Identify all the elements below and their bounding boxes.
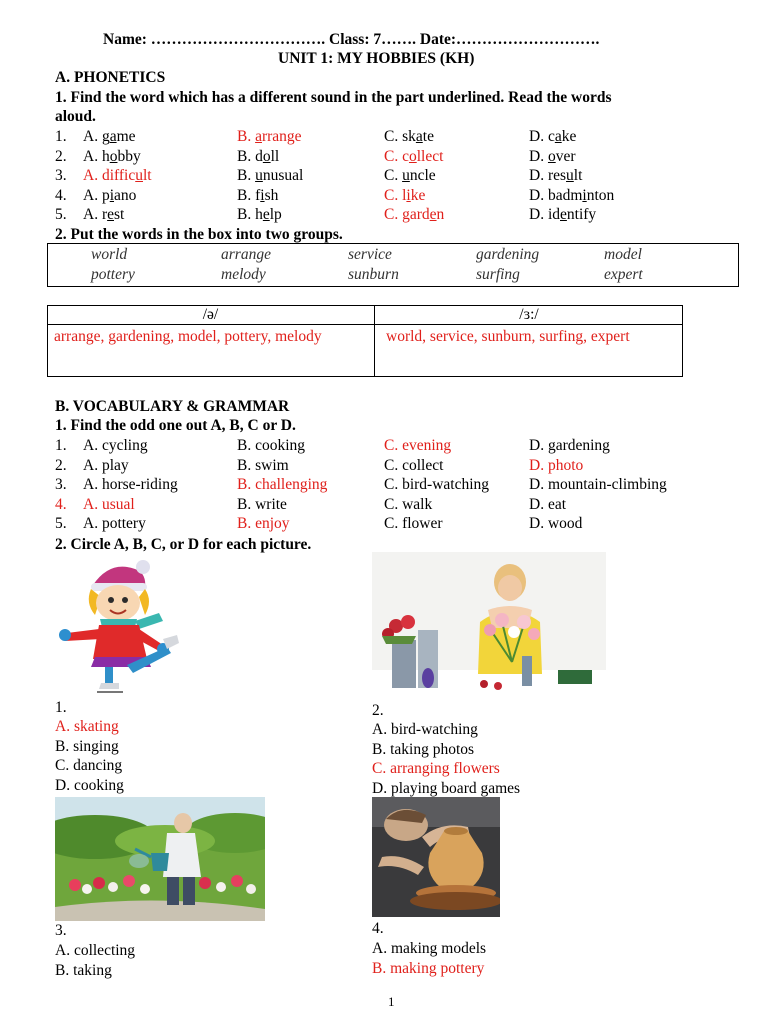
option-text-post: sh bbox=[264, 186, 279, 204]
box-word: expert bbox=[604, 266, 643, 283]
odd-option-d: D. photo bbox=[529, 456, 584, 474]
odd-option-c: C. flower bbox=[384, 515, 443, 532]
option-text-post: ll bbox=[270, 147, 280, 165]
option-text-pre: D. c bbox=[529, 128, 555, 145]
phonetics-option-d bbox=[529, 205, 596, 224]
option-text-pre: A. g bbox=[83, 128, 110, 145]
underlined-sound: e bbox=[560, 206, 567, 223]
picture-option: B. making pottery bbox=[372, 959, 485, 977]
unit-title: UNIT 1: MY HOBBIES (KH) bbox=[278, 50, 475, 67]
option-text-post: rrange bbox=[261, 128, 302, 145]
odd-option-d: D. eat bbox=[529, 495, 567, 513]
section-a-title: A. PHONETICS bbox=[55, 69, 166, 86]
question-number: 3. bbox=[55, 476, 67, 493]
option-text-post: ke bbox=[410, 186, 426, 204]
phonetics-option-a bbox=[83, 147, 141, 166]
odd-option-a: A. cycling bbox=[83, 437, 148, 454]
odd-option-b: B. challenging bbox=[237, 476, 328, 493]
option-text-pre: B. bbox=[237, 128, 256, 145]
phonetics-option-a bbox=[83, 166, 152, 185]
underlined-sound: u bbox=[402, 167, 410, 184]
box-word: gardening bbox=[476, 246, 540, 263]
phonetics-option-d bbox=[529, 147, 576, 166]
picture-2-number: 2. bbox=[372, 702, 384, 719]
odd-option-a: A. pottery bbox=[83, 515, 146, 532]
phonetics-option-c bbox=[384, 166, 436, 185]
option-text-post: ke bbox=[561, 128, 577, 145]
phonetics-option-d bbox=[529, 186, 614, 205]
box-word: pottery bbox=[91, 266, 135, 283]
option-text-post: lt bbox=[573, 167, 583, 184]
phonetics-option-b bbox=[237, 127, 302, 146]
gardening-picture bbox=[55, 797, 265, 921]
q1-title-line2: aloud. bbox=[55, 108, 96, 125]
question-number: 5. bbox=[55, 206, 67, 223]
option-text-post: lp bbox=[269, 206, 282, 223]
box-word: arrange bbox=[221, 246, 271, 263]
picture-option: C. dancing bbox=[55, 757, 123, 774]
q2-title: 2. Put the words in the box into two groups. bbox=[55, 226, 343, 243]
odd-one-title: 1. Find the odd one out A, B, C or D. bbox=[55, 417, 296, 434]
sound-groups-table bbox=[47, 305, 683, 377]
box-word: world bbox=[91, 246, 128, 263]
q1-title-line1: 1. Find the word which has a different sound in the part underlined. Read the words bbox=[55, 89, 612, 106]
pottery-picture bbox=[372, 797, 500, 917]
picture-1-number: 1. bbox=[55, 699, 67, 716]
odd-option-d: D. gardening bbox=[529, 437, 610, 454]
option-text-post: ntify bbox=[566, 206, 597, 223]
option-text-pre: D. res bbox=[529, 167, 567, 184]
underlined-sound: u bbox=[135, 167, 143, 184]
option-text-pre: B. f bbox=[237, 186, 261, 204]
underlined-sound: u bbox=[255, 167, 263, 184]
odd-option-a: A. play bbox=[83, 456, 129, 474]
er-answer: world, service, sunburn, surfing, expert bbox=[386, 328, 630, 345]
option-text-post: te bbox=[422, 128, 434, 145]
option-text-post: n bbox=[436, 206, 445, 223]
box-word: model bbox=[604, 246, 642, 263]
underlined-sound: i bbox=[260, 186, 265, 204]
page-number: 1 bbox=[388, 994, 395, 1009]
skating-girl-picture bbox=[55, 555, 195, 695]
odd-option-a: A. horse-riding bbox=[83, 476, 178, 493]
phonetics-option-a bbox=[83, 127, 136, 146]
underlined-sound: a bbox=[109, 128, 117, 145]
option-text-post: ncle bbox=[409, 167, 436, 184]
circle-title: 2. Circle A, B, C, or D for each picture. bbox=[55, 536, 312, 553]
question-number: 3. bbox=[55, 167, 67, 184]
odd-option-c: C. walk bbox=[384, 495, 433, 513]
underlined-sound: o bbox=[547, 147, 556, 165]
phonetics-option-b bbox=[237, 186, 278, 205]
underlined-sound: e bbox=[429, 206, 437, 223]
phonetics-option-b bbox=[237, 205, 282, 224]
phonetics-option-c bbox=[384, 147, 443, 166]
phonetics-option-b bbox=[237, 166, 303, 185]
underlined-sound: a bbox=[415, 128, 423, 145]
option-text-pre: A. r bbox=[83, 206, 108, 223]
question-number: 4. bbox=[55, 495, 67, 513]
question-number: 2. bbox=[55, 456, 67, 474]
question-number: 1. bbox=[55, 437, 67, 454]
picture-4-number: 4. bbox=[372, 920, 384, 937]
phonetics-option-c bbox=[384, 205, 444, 224]
question-number: 4. bbox=[55, 186, 67, 204]
option-text-post: nton bbox=[586, 186, 615, 204]
phonetics-option-d bbox=[529, 127, 576, 146]
odd-option-b: B. write bbox=[237, 495, 287, 513]
option-text-pre: D. badm bbox=[529, 186, 583, 204]
picture-option: D. playing board games bbox=[372, 779, 521, 797]
option-text-pre: C. c bbox=[384, 147, 409, 165]
box-word: sunburn bbox=[348, 266, 399, 283]
schwa-header: /ə/ bbox=[202, 306, 219, 323]
underlined-sound: o bbox=[262, 147, 271, 165]
odd-option-d: D. mountain-climbing bbox=[529, 476, 667, 493]
option-text-pre: D. bbox=[529, 147, 548, 165]
option-text-pre: C. gard bbox=[384, 206, 430, 223]
schwa-answer: arrange, gardening, model, pottery, melody bbox=[54, 328, 322, 345]
option-text-post: st bbox=[114, 206, 125, 223]
picture-option: A. skating bbox=[55, 718, 119, 735]
option-text-pre: C. l bbox=[384, 186, 407, 204]
section-b-title: B. VOCABULARY & GRAMMAR bbox=[55, 398, 290, 415]
picture-option: C. arranging flowers bbox=[372, 760, 500, 777]
odd-option-b: B. enjoy bbox=[237, 515, 290, 532]
option-text-pre: C. bbox=[384, 167, 403, 184]
underlined-sound: o bbox=[408, 147, 417, 165]
phonetics-option-c bbox=[384, 127, 434, 146]
underlined-sound: i bbox=[109, 186, 115, 204]
er-header: /ɜ:/ bbox=[519, 306, 539, 323]
phonetics-option-c bbox=[384, 186, 425, 205]
odd-option-c: C. collect bbox=[384, 456, 444, 474]
phonetics-option-a bbox=[83, 186, 136, 205]
option-text-post: lt bbox=[142, 167, 152, 184]
question-number: 5. bbox=[55, 515, 67, 532]
question-number: 2. bbox=[55, 147, 67, 165]
picture-3-number: 3. bbox=[55, 922, 67, 939]
phonetics-option-b bbox=[237, 147, 279, 166]
underlined-sound: a bbox=[255, 128, 262, 145]
picture-option: A. collecting bbox=[55, 942, 136, 959]
option-text-pre: C. sk bbox=[384, 128, 416, 145]
odd-option-a: A. usual bbox=[83, 495, 135, 513]
option-text-pre: B. h bbox=[237, 206, 263, 223]
odd-option-b: B. cooking bbox=[237, 437, 306, 454]
box-word: melody bbox=[221, 266, 266, 283]
option-text-post: ver bbox=[555, 147, 576, 165]
underlined-sound: u bbox=[566, 167, 574, 184]
option-text-post: llect bbox=[416, 147, 444, 165]
option-text-post: me bbox=[116, 128, 136, 145]
option-text-pre: B. bbox=[237, 167, 256, 184]
odd-option-b: B. swim bbox=[237, 456, 289, 474]
option-text-post: bby bbox=[117, 147, 141, 165]
option-text-pre: D. id bbox=[529, 206, 560, 223]
box-word: service bbox=[348, 246, 392, 263]
header-line: Name: ……………………………. Class: 7……. Date:………………………. bbox=[103, 31, 600, 48]
word-box bbox=[47, 243, 739, 287]
underlined-sound: e bbox=[262, 206, 270, 223]
picture-option: B. singing bbox=[55, 737, 119, 755]
picture-option: D. cooking bbox=[55, 776, 124, 794]
phonetics-option-d bbox=[529, 166, 582, 185]
option-text-pre: A. h bbox=[83, 147, 110, 165]
underlined-sound: i bbox=[406, 186, 411, 204]
odd-option-c: C. evening bbox=[384, 437, 452, 454]
odd-option-c: C. bird-watching bbox=[384, 476, 490, 493]
box-word: surfing bbox=[476, 266, 520, 283]
option-text-pre: A. p bbox=[83, 186, 110, 204]
option-text-post: nusual bbox=[262, 167, 304, 184]
picture-option: B. taking bbox=[55, 961, 112, 979]
option-text-post: ano bbox=[114, 186, 137, 204]
question-number: 1. bbox=[55, 128, 67, 145]
underlined-sound: a bbox=[554, 128, 562, 145]
underlined-sound: e bbox=[107, 206, 114, 223]
underlined-sound: o bbox=[109, 147, 118, 165]
picture-option: A. making models bbox=[372, 940, 487, 957]
underlined-sound: i bbox=[582, 186, 587, 204]
arranging-flowers-picture bbox=[372, 552, 606, 700]
option-text-pre: B. d bbox=[237, 147, 263, 165]
option-text-pre: A. diffic bbox=[83, 167, 136, 184]
picture-option: B. taking photos bbox=[372, 740, 475, 758]
odd-option-d: D. wood bbox=[529, 515, 583, 532]
phonetics-option-a bbox=[83, 205, 124, 224]
picture-option: A. bird-watching bbox=[372, 721, 478, 738]
